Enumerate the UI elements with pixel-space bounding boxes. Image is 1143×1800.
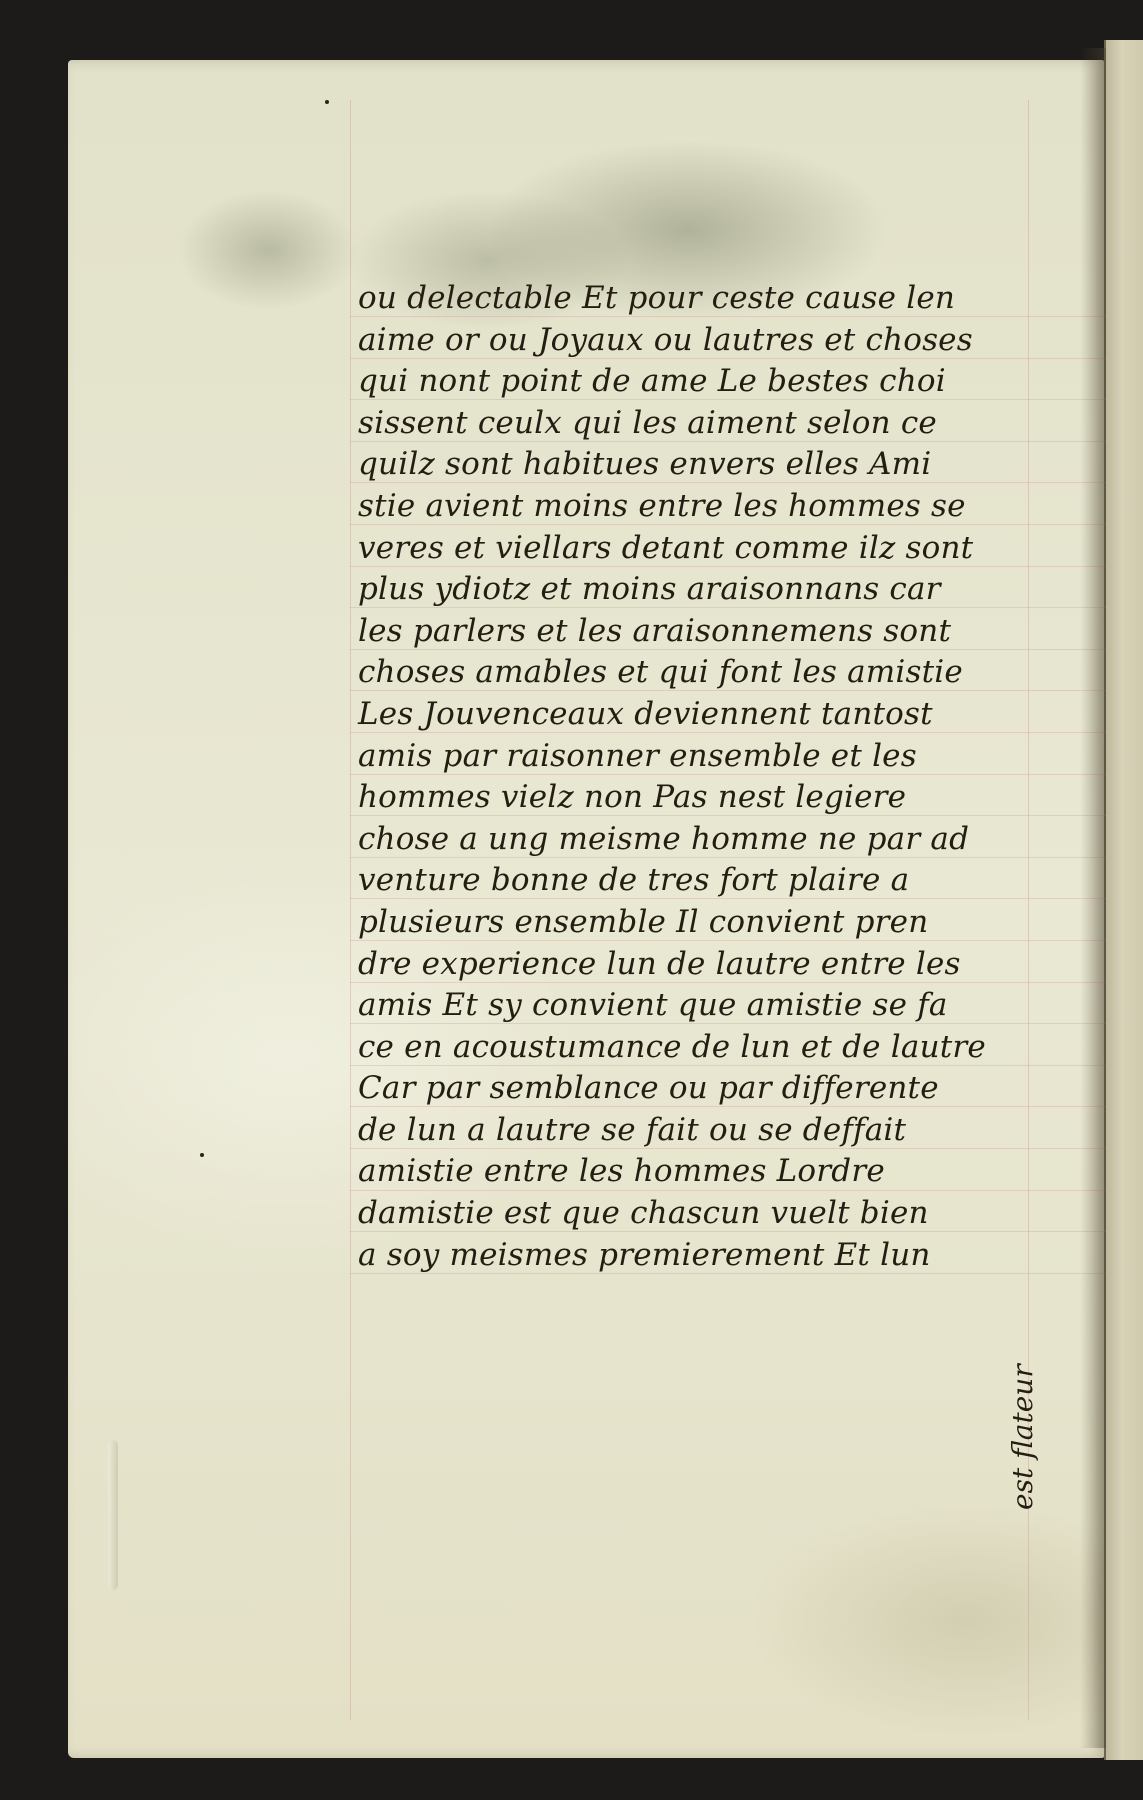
ruling-line (350, 690, 1106, 691)
ruling-line (350, 1023, 1106, 1024)
text-line: ce en acoustumance de lun et de lautre (358, 1028, 986, 1065)
ruling-line (350, 649, 1106, 650)
ruling-line (350, 524, 1106, 525)
ruling-line (350, 1273, 1106, 1274)
text-line: plusieurs ensemble Il convient pren (358, 903, 929, 940)
text-line: choses amables et qui font les amistie (358, 654, 963, 691)
text-line: plus ydiotz et moins araisonnans car (358, 571, 941, 608)
page-crease (108, 1440, 118, 1590)
text-line: qui nont point de ame Le bestes choi (358, 363, 946, 400)
ruling-line (350, 1190, 1106, 1191)
text-line: quilz sont habitues envers elles Ami (358, 446, 932, 483)
text-line: hommes vielz non Pas nest legiere (358, 779, 907, 816)
text-line: a soy meismes premierement Et lun (358, 1236, 931, 1273)
text-line: dre experience lun de lautre entre les (358, 945, 961, 982)
marginal-catchword: est flateur (1006, 1364, 1039, 1510)
ruling-line (350, 100, 351, 1720)
ruling-line (350, 982, 1106, 983)
text-line: sissent ceulx qui les aiment selon ce (358, 404, 937, 441)
ruling-line (350, 1065, 1106, 1066)
ruling-line (350, 358, 1106, 359)
ruling-line (350, 441, 1106, 442)
pricking-mark (200, 1153, 204, 1157)
text-line: amis Et sy convient que amistie se fa (358, 987, 948, 1024)
ruling-line (350, 1106, 1106, 1107)
ruling-line (350, 1148, 1106, 1149)
ruling-line (350, 940, 1106, 941)
ruling-line (350, 857, 1106, 858)
ruling-line (350, 732, 1106, 733)
text-line: les parlers et les araisonnemens sont (358, 612, 952, 649)
gutter-shadow (1080, 48, 1106, 1748)
ruling-line (350, 399, 1106, 400)
text-line: amis par raisonner ensemble et les (358, 737, 917, 774)
text-line: ou delectable Et pour ceste cause len (358, 280, 956, 316)
text-line: chose a ung meisme homme ne par ad (358, 820, 970, 857)
ruling-line (350, 482, 1106, 483)
text-line: de lun a lautre se fait ou se deffait (358, 1111, 907, 1148)
text-line: stie avient moins entre les hommes se (358, 487, 966, 524)
ruling-line (350, 1231, 1106, 1232)
text-line: amistie entre les hommes Lordre (358, 1153, 885, 1190)
pricking-mark (325, 100, 329, 104)
text-line: aime or ou Joyaux ou lautres et choses (358, 321, 973, 358)
ruling-line (350, 566, 1106, 567)
ruling-line (350, 607, 1106, 608)
ruling-line (350, 316, 1106, 317)
text-block (358, 278, 1118, 1276)
text-line: damistie est que chascun vuelt bien (358, 1195, 929, 1232)
ruling-line (350, 774, 1106, 775)
manuscript-page (68, 60, 1104, 1758)
text-line: Car par semblance ou par differente (358, 1070, 939, 1107)
text-line: venture bonne de tres fort plaire a (358, 862, 910, 899)
text-line: Les Jouvenceaux deviennent tantost (358, 695, 933, 732)
ruling-line (350, 898, 1106, 899)
ruling-line (350, 815, 1106, 816)
text-line: veres et viellars detant comme ilz sont (358, 529, 974, 566)
